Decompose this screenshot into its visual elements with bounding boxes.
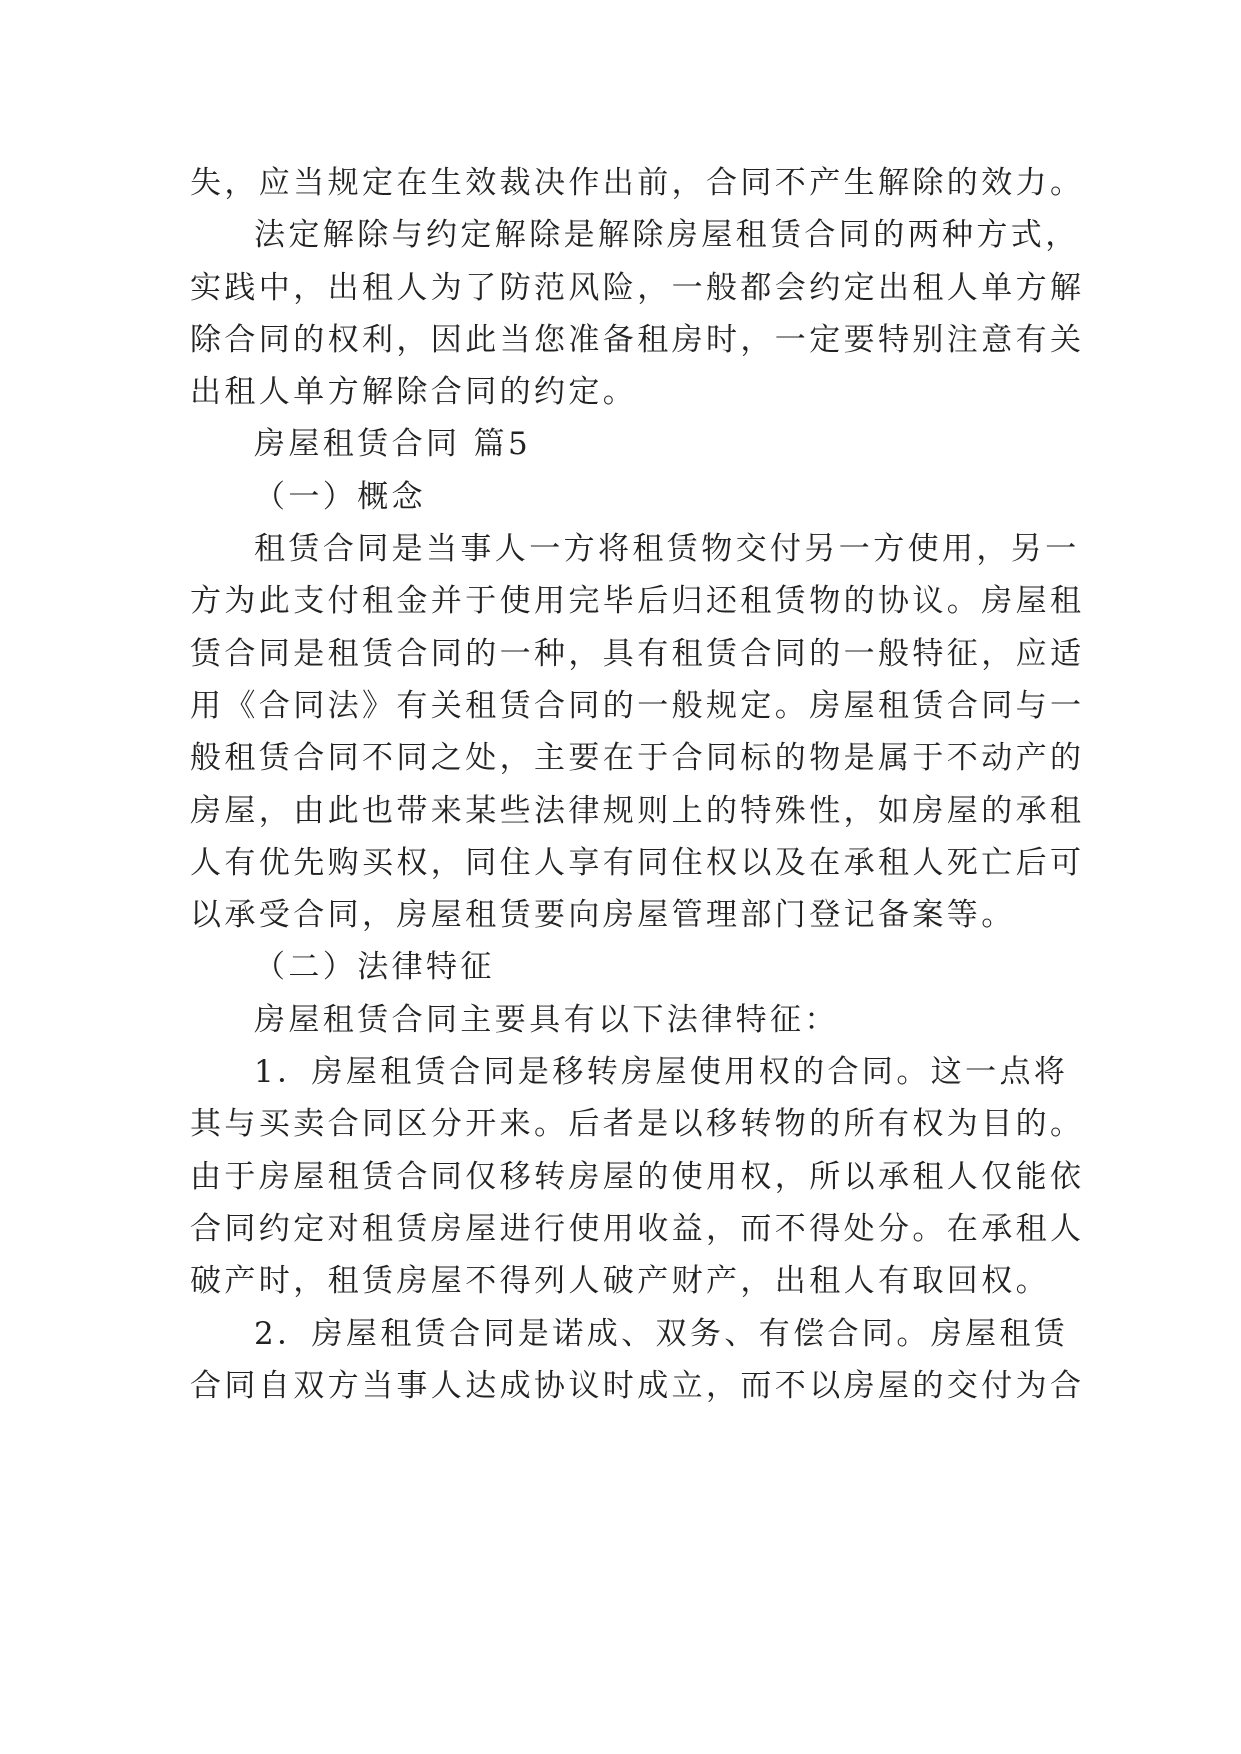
paragraph (190, 209, 1085, 418)
text-line: 房屋，由此也带来某些法律规则上的特殊性，如房屋的承租 (190, 792, 1085, 829)
text-line: 合同自双方当事人达成协议时成立，而不以房屋的交付为合 (190, 1367, 1085, 1404)
text-line: （一）概念 (254, 478, 426, 515)
text-line: 实践中，出租人为了防范风险，一般都会约定出租人单方解 (190, 269, 1085, 306)
text-line: 破产时，租赁房屋不得列人破产财产，出租人有取回权。 (190, 1263, 1050, 1300)
text-line: 合同约定对租赁房屋进行使用收益，而不得处分。在承租人 (190, 1210, 1085, 1247)
text-line: 人有优先购买权，同住人享有同住权以及在承租人死亡后可 (190, 844, 1085, 881)
text-line: 方为此支付租金并于使用完毕后归还租赁物的协议。房屋租 (190, 583, 1085, 620)
text-line: 其与买卖合同区分开来。后者是以移转物的所有权为目的。 (190, 1106, 1085, 1143)
paragraph (190, 523, 1085, 941)
text-line: 由于房屋租赁合同仅移转房屋的使用权，所以承租人仅能依 (190, 1158, 1085, 1195)
text-line: 法定解除与约定解除是解除房屋租赁合同的两种方式， (254, 217, 1080, 254)
text-line: （二）法律特征 (254, 949, 495, 986)
paragraph (190, 471, 1070, 523)
text-line: 租赁合同是当事人一方将租赁物交付另一方使用，另一 (254, 531, 1080, 568)
document-body (190, 157, 1085, 1412)
text-line: 用《合同法》有关租赁合同的一般规定。房屋租赁合同与一 (190, 687, 1085, 724)
text-line: 1．房屋租赁合同是移转房屋使用权的合同。这一点将 (254, 1054, 1069, 1091)
paragraph (190, 994, 1070, 1046)
paragraph (190, 157, 1085, 209)
text-line: 出租人单方解除合同的约定。 (190, 374, 638, 411)
text-line: 失，应当规定在生效裁决作出前，合同不产生解除的效力。 (190, 165, 1085, 201)
paragraph (190, 418, 1070, 470)
text-line: 赁合同是租赁合同的一种，具有租赁合同的一般特征，应适 (190, 635, 1085, 672)
paragraph (190, 1308, 1085, 1413)
paragraph (190, 941, 1070, 993)
paragraph (190, 1046, 1085, 1307)
text-line: 2．房屋租赁合同是诺成、双务、有偿合同。房屋租赁 (254, 1315, 1069, 1352)
text-line: 房屋租赁合同 篇5 (254, 426, 532, 463)
text-line: 除合同的权利，因此当您准备租房时，一定要特别注意有关 (190, 321, 1085, 358)
text-line: 般租赁合同不同之处，主要在于合同标的物是属于不动产的 (190, 740, 1085, 777)
text-line: 以承受合同，房屋租赁要向房屋管理部门登记备案等。 (190, 897, 1016, 934)
text-line: 房屋租赁合同主要具有以下法律特征： (254, 1001, 839, 1038)
